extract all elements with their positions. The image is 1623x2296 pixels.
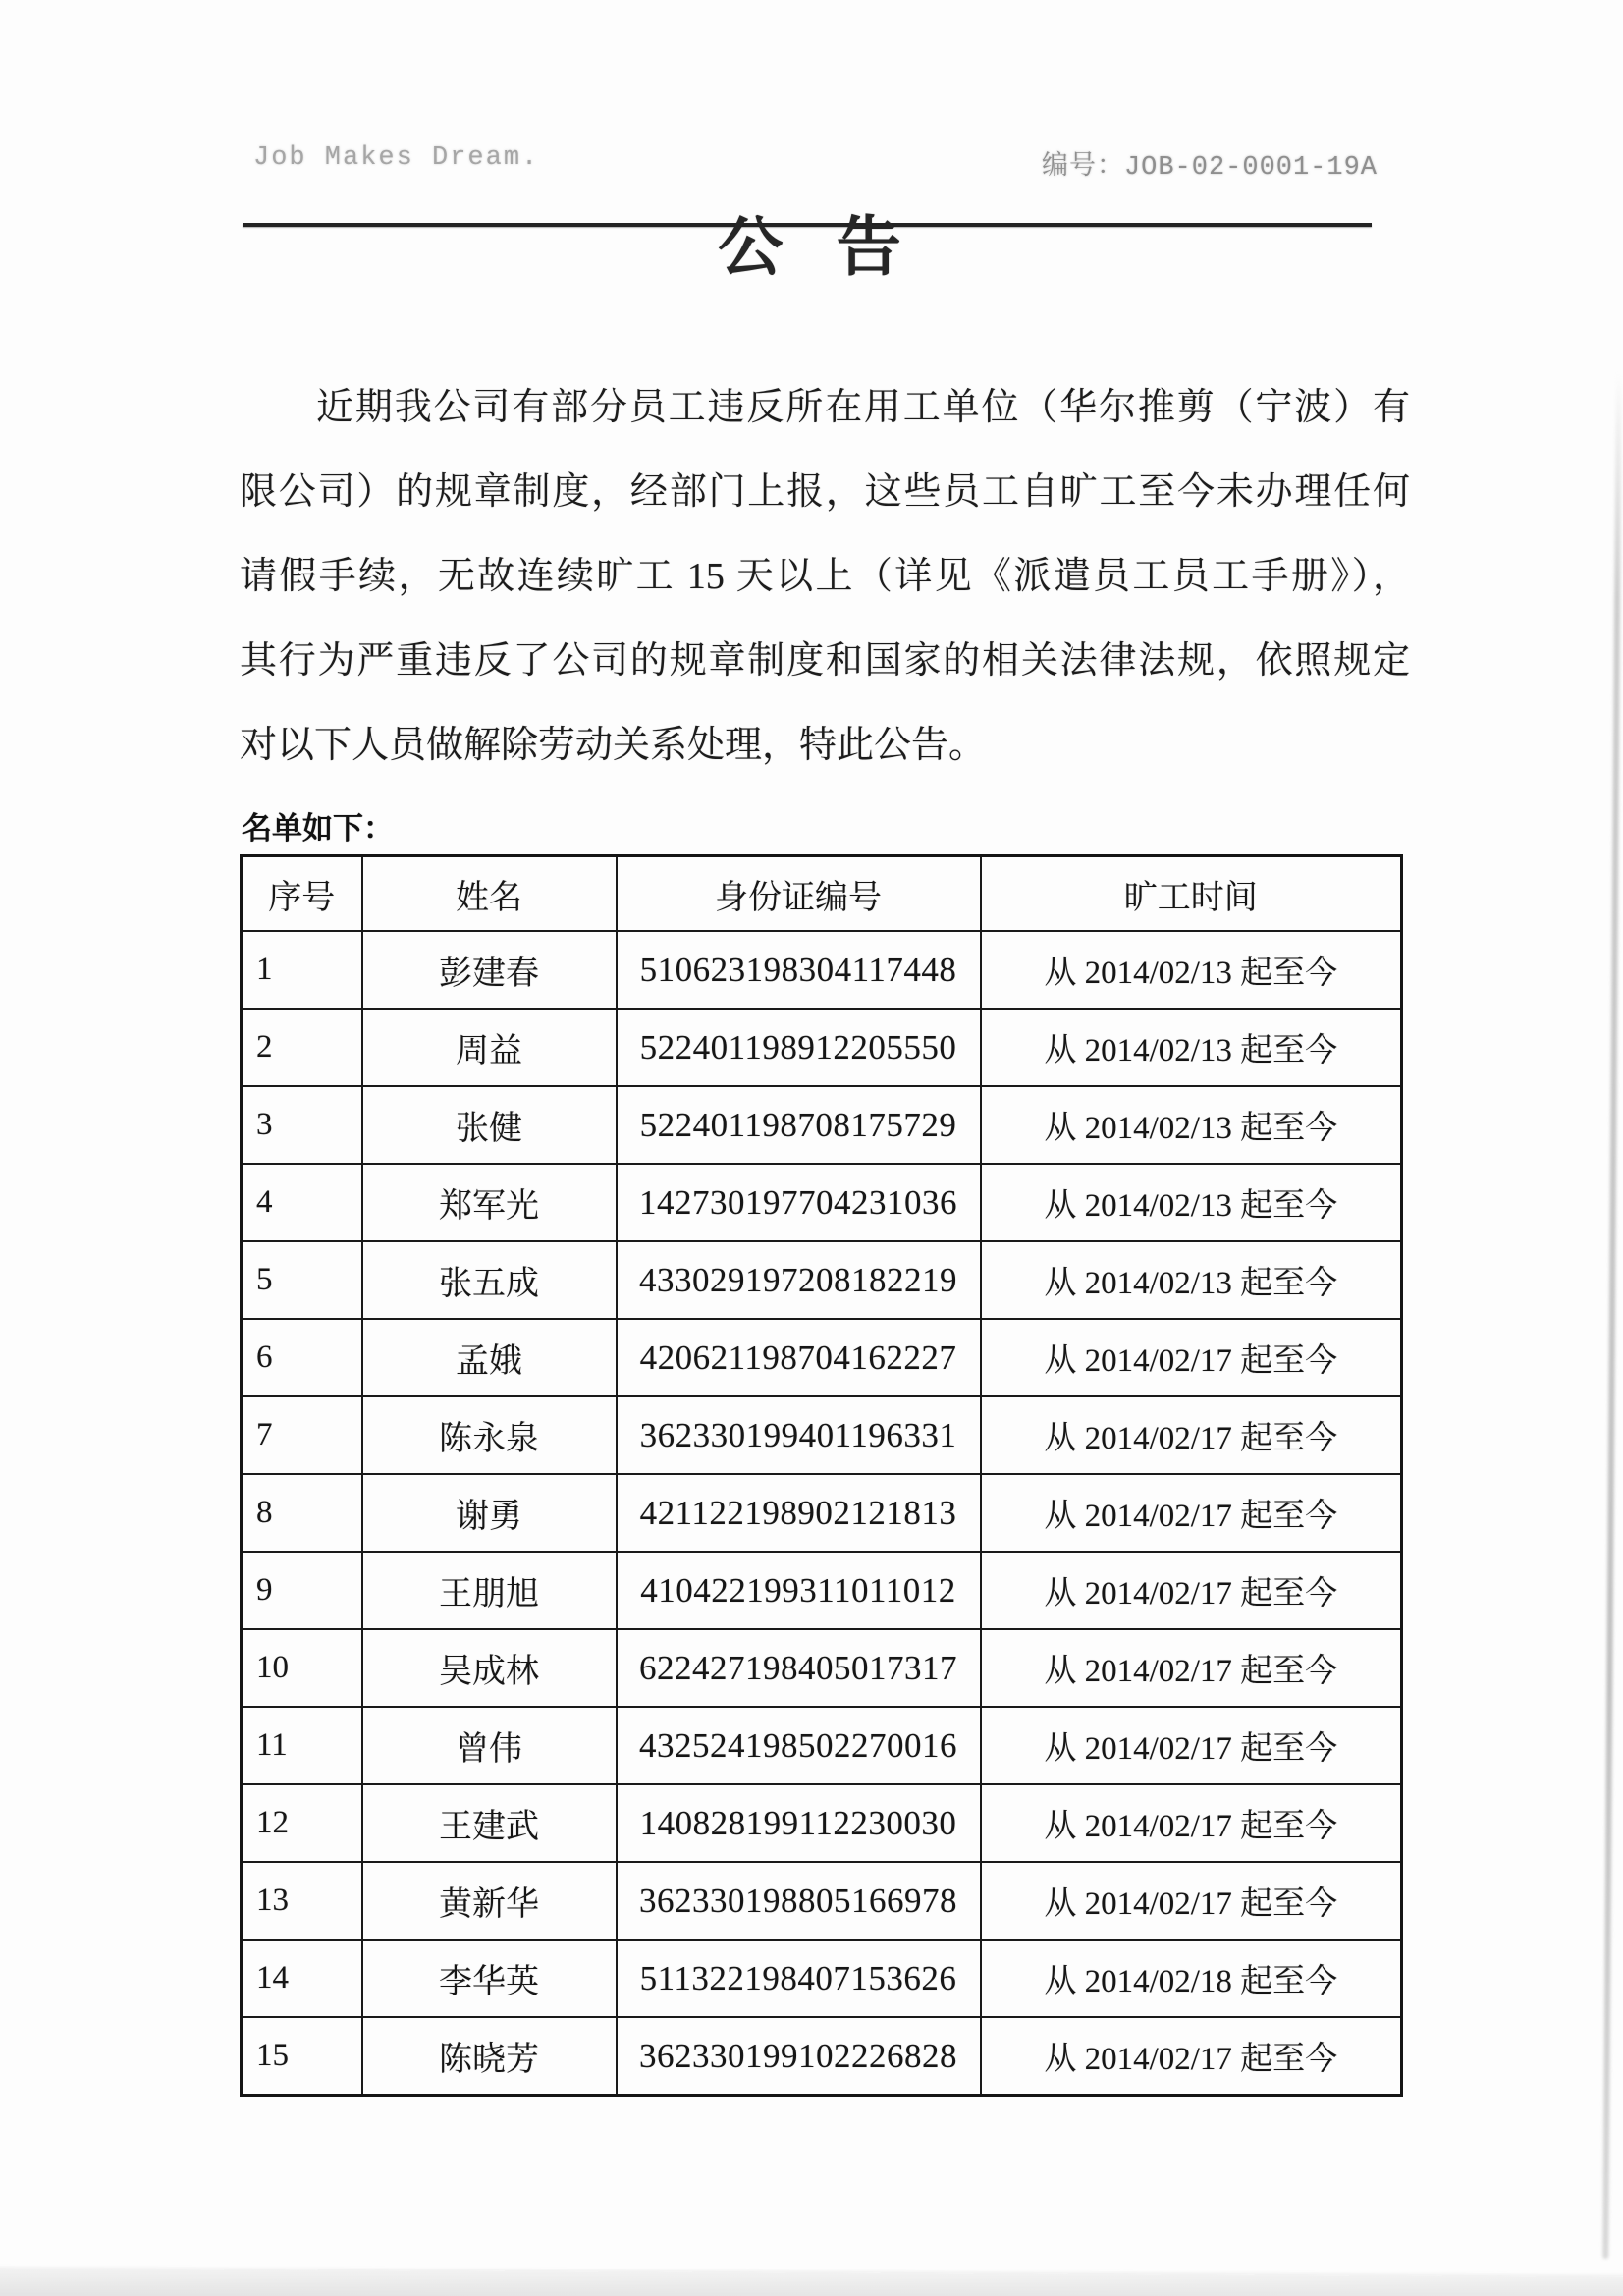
table-row xyxy=(242,1086,1402,1164)
cell-name: 周益 xyxy=(362,1009,617,1086)
cell-name: 谢勇 xyxy=(362,1474,617,1552)
roster-table xyxy=(240,854,1403,2097)
cell-name: 曾伟 xyxy=(362,1707,617,1784)
table-row xyxy=(242,1940,1402,2017)
announcement-body xyxy=(240,365,1410,788)
cell-absence-period: 从 2014/02/17 起至今 xyxy=(981,1629,1402,1707)
cell-index: 5 xyxy=(242,1241,362,1319)
cell-index: 14 xyxy=(242,1940,362,2017)
company-slogan: Job Makes Dream. xyxy=(253,143,540,173)
cell-absence-period: 从 2014/02/13 起至今 xyxy=(981,931,1402,1009)
cell-name: 彭建春 xyxy=(362,931,617,1009)
table-row xyxy=(242,1009,1402,1086)
cell-absence-period: 从 2014/02/17 起至今 xyxy=(981,1396,1402,1474)
scan-edge-artifact xyxy=(1602,373,1621,2259)
cell-name: 陈晓芳 xyxy=(362,2017,617,2096)
cell-absence-period: 从 2014/02/17 起至今 xyxy=(981,1784,1402,1862)
cell-absence-period: 从 2014/02/17 起至今 xyxy=(981,2017,1402,2096)
table-row xyxy=(242,1396,1402,1474)
col-header-absence-period: 旷工时间 xyxy=(981,856,1402,932)
cell-id-number: 421122198902121813 xyxy=(617,1474,981,1552)
cell-name: 吴成林 xyxy=(362,1629,617,1707)
cell-name: 李华英 xyxy=(362,1940,617,2017)
cell-name: 张健 xyxy=(362,1086,617,1164)
table-row xyxy=(242,1241,1402,1319)
body-line: 限公司）的规章制度，经部门上报，这些员工自旷工至今未办理任何 xyxy=(240,471,1410,513)
cell-index: 10 xyxy=(242,1629,362,1707)
cell-name: 黄新华 xyxy=(362,1862,617,1940)
cell-name: 张五成 xyxy=(362,1241,617,1319)
cell-index: 8 xyxy=(242,1474,362,1552)
cell-index: 6 xyxy=(242,1319,362,1396)
cell-index: 13 xyxy=(242,1862,362,1940)
cell-index: 9 xyxy=(242,1552,362,1629)
cell-absence-period: 从 2014/02/17 起至今 xyxy=(981,1862,1402,1940)
doc-number-label: 编号：JOB-02-0001-19A xyxy=(1041,153,1378,183)
col-header-index: 序号 xyxy=(242,856,362,932)
table-header-row xyxy=(242,856,1402,932)
scan-bottom-edge-artifact xyxy=(0,2269,1623,2296)
col-header-id-number: 身份证编号 xyxy=(617,856,981,932)
table-row xyxy=(242,2017,1402,2096)
table-row xyxy=(242,1707,1402,1784)
cell-name: 陈永泉 xyxy=(362,1396,617,1474)
cell-absence-period: 从 2014/02/17 起至今 xyxy=(981,1319,1402,1396)
table-row xyxy=(242,1629,1402,1707)
table-row xyxy=(242,1552,1402,1629)
page-title: 公 告 xyxy=(718,212,905,284)
cell-absence-period: 从 2014/02/13 起至今 xyxy=(981,1009,1402,1086)
cell-index: 11 xyxy=(242,1707,362,1784)
cell-id-number: 622427198405017317 xyxy=(617,1629,981,1707)
table-row xyxy=(242,1784,1402,1862)
cell-id-number: 362330199102226828 xyxy=(617,2017,981,2096)
cell-absence-period: 从 2014/02/17 起至今 xyxy=(981,1552,1402,1629)
cell-index: 4 xyxy=(242,1164,362,1241)
body-line: 近期我公司有部分员工违反所在用工单位（华尔推剪（宁波）有 xyxy=(316,387,1410,428)
cell-absence-period: 从 2014/02/13 起至今 xyxy=(981,1086,1402,1164)
cell-index: 7 xyxy=(242,1396,362,1474)
cell-absence-period: 从 2014/02/13 起至今 xyxy=(981,1241,1402,1319)
cell-name: 王建武 xyxy=(362,1784,617,1862)
body-line: 请假手续，无故连续旷工 15 天以上（详见《派遣员工员工手册》）， xyxy=(240,556,1410,597)
cell-id-number: 433029197208182219 xyxy=(617,1241,981,1319)
cell-id-number: 420621198704162227 xyxy=(617,1319,981,1396)
cell-id-number: 511322198407153626 xyxy=(617,1940,981,2017)
cell-id-number: 432524198502270016 xyxy=(617,1707,981,1784)
cell-name: 郑军光 xyxy=(362,1164,617,1241)
cell-id-number: 510623198304117448 xyxy=(617,931,981,1009)
cell-index: 2 xyxy=(242,1009,362,1086)
table-row xyxy=(242,1319,1402,1396)
cell-id-number: 410422199311011012 xyxy=(617,1552,981,1629)
cell-absence-period: 从 2014/02/18 起至今 xyxy=(981,1940,1402,2017)
cell-id-number: 522401198912205550 xyxy=(617,1009,981,1086)
cell-name: 王朋旭 xyxy=(362,1552,617,1629)
table-row xyxy=(242,1474,1402,1552)
cell-index: 1 xyxy=(242,931,362,1009)
table-row xyxy=(242,1164,1402,1241)
cell-index: 15 xyxy=(242,2017,362,2096)
table-row xyxy=(242,931,1402,1009)
cell-absence-period: 从 2014/02/17 起至今 xyxy=(981,1707,1402,1784)
cell-index: 12 xyxy=(242,1784,362,1862)
cell-id-number: 140828199112230030 xyxy=(617,1784,981,1862)
list-intro-label: 名单如下： xyxy=(242,811,394,846)
cell-id-number: 522401198708175729 xyxy=(617,1086,981,1164)
cell-id-number: 362330199401196331 xyxy=(617,1396,981,1474)
table-row xyxy=(242,1862,1402,1940)
cell-absence-period: 从 2014/02/13 起至今 xyxy=(981,1164,1402,1241)
cell-absence-period: 从 2014/02/17 起至今 xyxy=(981,1474,1402,1552)
body-line: 对以下人员做解除劳动关系处理，特此公告。 xyxy=(240,725,987,766)
cell-id-number: 362330198805166978 xyxy=(617,1862,981,1940)
cell-index: 3 xyxy=(242,1086,362,1164)
body-line: 其行为严重违反了公司的规章制度和国家的相关法律法规，依照规定 xyxy=(240,640,1410,682)
cell-name: 孟娥 xyxy=(362,1319,617,1396)
col-header-name: 姓名 xyxy=(362,856,617,932)
cell-id-number: 142730197704231036 xyxy=(617,1164,981,1241)
